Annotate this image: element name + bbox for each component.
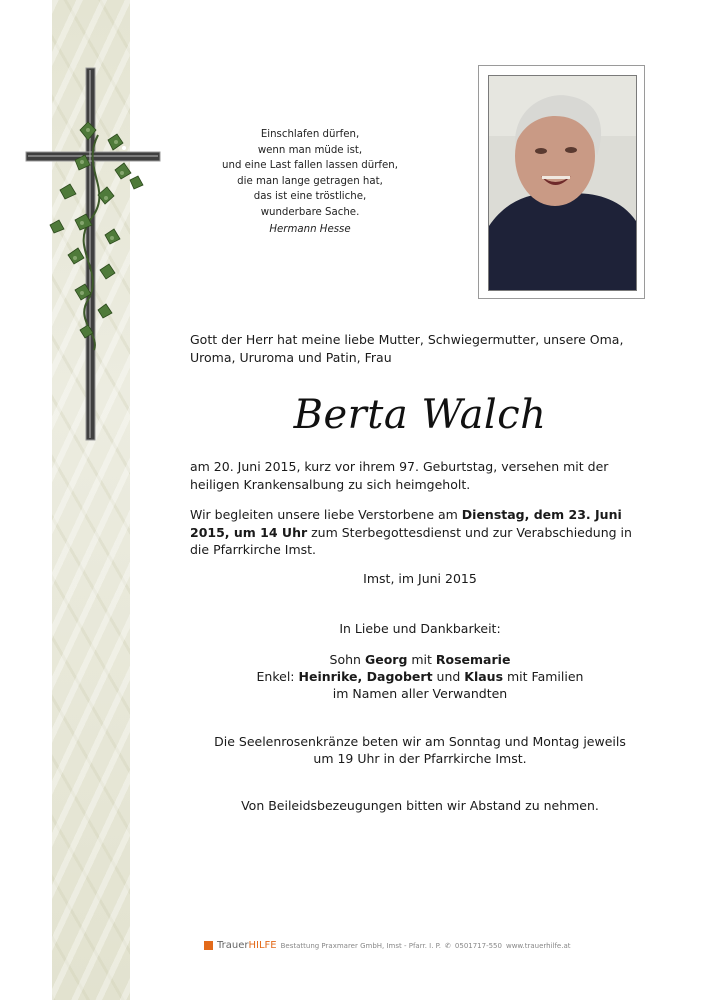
quote-line: das ist eine tröstliche, xyxy=(253,191,367,203)
family-text: mit Familien xyxy=(503,669,584,684)
quote-line: wunderbare Sache. xyxy=(260,206,360,218)
family-text: Sohn xyxy=(329,652,365,667)
quote-author: Hermann Hesse xyxy=(269,223,351,235)
footer-web[interactable]: www.trauerhilfe.at xyxy=(505,941,571,950)
family-text: mit xyxy=(407,652,436,667)
grandchild-name: Klaus xyxy=(464,669,504,684)
funeral-info-text: zum Sterbegottesdienst und zur Verabschiedung in die Pfarrkirche Imst. xyxy=(190,524,632,557)
family-son xyxy=(190,651,650,669)
hesse-quote xyxy=(220,127,400,237)
quote-line: und eine Last fallen lassen dürfen, xyxy=(222,160,398,172)
quote-line: Einschlafen dürfen, xyxy=(260,129,360,140)
intro-text: Gott der Herr hat meine liebe Mutter, Schwiegermutter, unsere Oma, Uroma, Ururoma und Patin, Frau xyxy=(190,332,624,365)
portrait-frame xyxy=(478,65,645,299)
death-notice-text: am 20. Juni 2015, kurz vor ihrem 97. Geburtstag, versehen mit der heiligen Krankensalbung zu sich heimgeholt. xyxy=(190,459,609,492)
family-text: und xyxy=(432,669,465,684)
trauerhilfe-logo-icon xyxy=(204,941,213,950)
footer-company: Bestattung Praxmarer GmbH, Imst - Pfarr. I. P. xyxy=(280,941,442,950)
funeral-info-text: Wir begleiten unsere liebe Verstorbene am xyxy=(190,507,462,522)
son-name: Georg xyxy=(364,652,408,667)
family-text: Enkel: xyxy=(256,669,299,684)
footer-phone: 0501717-550 xyxy=(454,941,502,950)
portrait-image xyxy=(489,76,636,290)
rosary-line: Die Seelenrosenkränze beten wir am Sonntag und Montag jeweils xyxy=(214,734,626,749)
funeral-info xyxy=(190,506,650,559)
grandchildren-names: Heinrike, Dagobert xyxy=(298,669,433,684)
footer xyxy=(204,940,571,951)
family-grandchildren xyxy=(190,668,650,686)
rosary-line: um 19 Uhr in der Pfarrkirche Imst. xyxy=(313,751,527,766)
phone-icon: ✆ xyxy=(445,941,451,950)
quote-line: wenn man müde ist, xyxy=(257,144,363,156)
deceased-name: Berta Walch xyxy=(293,392,547,438)
family-relatives: im Namen aller Verwandten xyxy=(332,686,508,701)
gratitude-line: In Liebe und Dankbarkeit: xyxy=(339,621,501,636)
place-date: Imst, im Juni 2015 xyxy=(363,571,477,586)
daughter-in-law-name: Rosemarie xyxy=(435,652,511,667)
quote-line: die man lange getragen hat, xyxy=(237,175,383,187)
portrait-photo xyxy=(488,75,637,291)
funeral-date: Dienstag, dem 23. Juni 2015, um 14 Uhr xyxy=(190,507,622,540)
cross-with-ivy-icon xyxy=(20,60,170,450)
trauerhilfe-logo: TrauerHILFE xyxy=(217,940,277,951)
condolences-note: Von Beileidsbezeugungen bitten wir Abstand zu nehmen. xyxy=(241,798,599,813)
